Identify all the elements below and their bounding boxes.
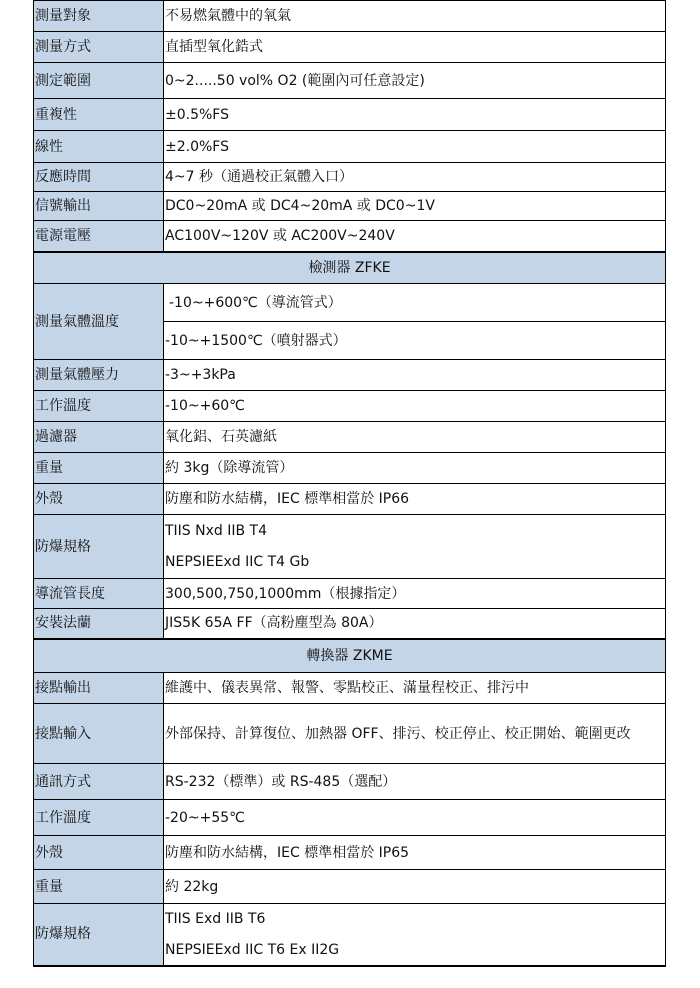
row-label: 導流管長度 (34, 579, 164, 609)
row-value: -3~+3kPa (164, 360, 666, 391)
row-value: ±2.0%FS (164, 131, 666, 163)
section-header-detector (34, 252, 666, 284)
row-value: -20~+55℃ (164, 800, 666, 836)
table-row (34, 63, 666, 99)
row-value: NEPSIEExd IIC T4 Gb (164, 547, 666, 579)
row-label: 重量 (34, 453, 164, 484)
row-value: 4~7 秒（通過校正氣體入口） (164, 163, 666, 192)
table-row (34, 422, 666, 453)
table-row (34, 484, 666, 515)
table-row (34, 99, 666, 131)
table-row (34, 163, 666, 192)
row-value: RS-232（標準）或 RS-485（選配） (164, 764, 666, 800)
row-value: -10~+1500℃（噴射器式） (164, 322, 666, 360)
row-value: -10~+600℃（導流管式） (164, 284, 666, 322)
table-row (34, 870, 666, 904)
row-value: TIIS Nxd IIB T4 (164, 515, 666, 547)
row-value: NEPSIEExd IIC T6 Ex II2G (164, 935, 666, 966)
table-row (34, 453, 666, 484)
row-value: 直插型氧化鋯式 (164, 32, 666, 63)
table-row (34, 579, 666, 609)
table-row (34, 391, 666, 422)
row-value: 防塵和防水結構，IEC 標準相當於 IP66 (164, 484, 666, 515)
table-row (34, 704, 666, 764)
row-value: 約 22kg (164, 870, 666, 904)
row-label: 接點輸入 (34, 704, 164, 764)
section-title: 檢測器 ZFKE (34, 252, 666, 284)
row-value: 約 3kg（除導流管） (164, 453, 666, 484)
row-label: 重複性 (34, 99, 164, 131)
row-label: 安裝法蘭 (34, 609, 164, 639)
table-row (34, 609, 666, 639)
table-row (34, 515, 666, 547)
row-label: 測定範圍 (34, 63, 164, 99)
row-label: 測量方式 (34, 32, 164, 63)
row-value: 外部保持、計算復位、加熱器 OFF、排污、校正停止、校正開始、範圍更改 (164, 704, 666, 764)
row-label: 工作溫度 (34, 391, 164, 422)
row-label: 線性 (34, 131, 164, 163)
row-value: JIS5K 65A FF（高粉塵型為 80A） (164, 609, 666, 639)
row-label: 電源電壓 (34, 221, 164, 252)
row-value: 0~2.....50 vol% O2 (範圍內可任意設定) (164, 63, 666, 99)
table-row (34, 1, 666, 32)
row-value: 300,500,750,1000mm（根據指定） (164, 579, 666, 609)
row-value: 防塵和防水結構，IEC 標準相當於 IP65 (164, 836, 666, 870)
row-label: 測量對象 (34, 1, 164, 32)
row-label: 測量氣體溫度 (34, 284, 164, 360)
table-row (34, 673, 666, 704)
row-value: TIIS Exd IIB T6 (164, 904, 666, 935)
row-label: 外殼 (34, 484, 164, 515)
row-label: 重量 (34, 870, 164, 904)
table-row (34, 284, 666, 322)
row-label: 測量氣體壓力 (34, 360, 164, 391)
section-header-converter (34, 639, 666, 673)
table-row (34, 764, 666, 800)
table-row (34, 360, 666, 391)
row-value: ±0.5%FS (164, 99, 666, 131)
row-label: 接點輸出 (34, 673, 164, 704)
row-value: -10~+60℃ (164, 391, 666, 422)
row-value: 不易燃氣體中的氧氣 (164, 1, 666, 32)
row-value: 維護中、儀表異常、報警、零點校正、滿量程校正、排污中 (164, 673, 666, 704)
table-row (34, 32, 666, 63)
table-row (34, 131, 666, 163)
row-label: 防爆規格 (34, 515, 164, 579)
row-label: 工作溫度 (34, 800, 164, 836)
table-row (34, 904, 666, 935)
table-row (34, 836, 666, 870)
section-title: 轉換器 ZKME (34, 639, 666, 673)
row-value: AC100V~120V 或 AC200V~240V (164, 221, 666, 252)
table-row (34, 800, 666, 836)
row-label: 外殼 (34, 836, 164, 870)
row-label: 防爆規格 (34, 904, 164, 966)
row-label: 信號輸出 (34, 192, 164, 221)
table-row (34, 192, 666, 221)
row-value: DC0~20mA 或 DC4~20mA 或 DC0~1V (164, 192, 666, 221)
row-label: 通訊方式 (34, 764, 164, 800)
row-value: 氧化鋁、石英濾紙 (164, 422, 666, 453)
row-label: 過濾器 (34, 422, 164, 453)
row-label: 反應時間 (34, 163, 164, 192)
spec-table (33, 0, 666, 967)
table-row (34, 221, 666, 252)
